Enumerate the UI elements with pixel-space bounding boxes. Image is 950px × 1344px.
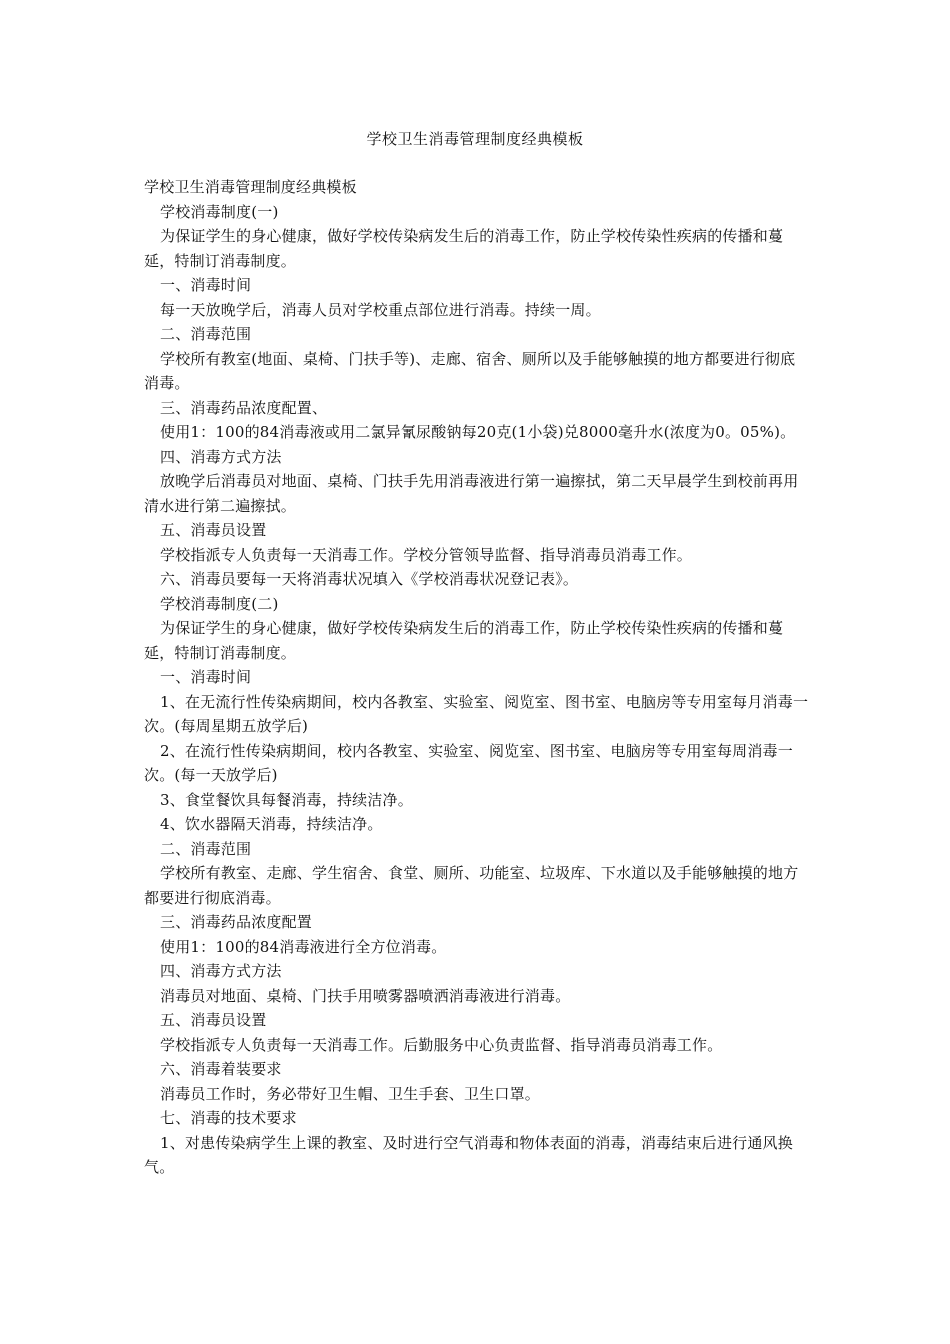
list-item: 3、食堂餐饮具每餐消毒，持续洁净。 — [160, 790, 413, 809]
paragraph: 学校所有教室、走廊、学生宿舍、食堂、厕所、功能室、垃圾库、下水道以及手能够触摸的地方都要进行彻底消毒。 — [144, 864, 799, 907]
paragraph: 学校指派专人负责每一天消毒工作。后勤服务中心负责监督、指导消毒员消毒工作。 — [160, 1035, 723, 1054]
document-body — [144, 175, 809, 1180]
section-heading: 学校消毒制度(一) — [160, 202, 279, 221]
page-title: 学校卫生消毒管理制度经典模板 — [366, 130, 584, 148]
subsection-heading: 三、消毒药品浓度配置 — [160, 913, 313, 931]
paragraph: 为保证学生的身心健康，做好学校传染病发生后的消毒工作，防止学校传染性疾病的传播和蔓延，特制订消毒制度。 — [144, 619, 784, 662]
subsection-heading: 二、消毒范围 — [160, 839, 252, 858]
list-item: 4、饮水器隔天消毒，持续洁净。 — [160, 815, 383, 833]
paragraph: 消毒员对地面、桌椅、门扶手用喷雾器喷洒消毒液进行消毒。 — [160, 986, 571, 1005]
subsection-heading: 五、消毒员设置 — [160, 521, 267, 539]
paragraph: 学校所有教室(地面、桌椅、门扶手等)、走廊、宿舍、厕所以及手能够触摸的地方都要进行彻底消毒。 — [144, 349, 796, 392]
paragraph: 为保证学生的身心健康，做好学校传染病发生后的消毒工作，防止学校传染性疾病的传播和蔓延，特制订消毒制度。 — [144, 227, 784, 270]
section-heading: 学校消毒制度(二) — [160, 594, 279, 613]
subsection-heading: 二、消毒范围 — [160, 325, 252, 343]
list-item: 1、在无流行性传染病期间，校内各教室、实验室、阅览室、图书室、电脑房等专用室每月消毒一次。(每周星期五放学后) — [144, 692, 809, 735]
subsection-heading: 四、消毒方式方法 — [160, 962, 282, 980]
body-heading: 学校卫生消毒管理制度经典模板 — [144, 178, 357, 196]
subsection-heading: 四、消毒方式方法 — [160, 447, 282, 466]
paragraph: 六、消毒员要每一天将消毒状况填入《学校消毒状况登记表》。 — [160, 570, 579, 588]
paragraph: 使用1：100的84消毒液或用二氯异氰尿酸钠每20克(1小袋)兑8000毫升水(浓度为0。05%)。 — [160, 423, 796, 441]
list-item: 1、对患传染病学生上课的教室、及时进行空气消毒和物体表面的消毒，消毒结束后进行通风换气。 — [144, 1133, 793, 1176]
subsection-heading: 七、消毒的技术要求 — [160, 1109, 297, 1127]
paragraph: 使用1：100的84消毒液进行全方位消毒。 — [160, 937, 447, 956]
subsection-heading: 六、消毒着装要求 — [160, 1060, 282, 1078]
paragraph: 学校指派专人负责每一天消毒工作。学校分管领导监督、指导消毒员消毒工作。 — [160, 545, 693, 564]
paragraph: 消毒员工作时，务必带好卫生帽、卫生手套、卫生口罩。 — [160, 1084, 541, 1103]
subsection-heading: 一、消毒时间 — [160, 668, 252, 686]
subsection-heading: 一、消毒时间 — [160, 276, 252, 294]
subsection-heading: 三、消毒药品浓度配置、 — [160, 398, 328, 417]
paragraph: 每一天放晚学后，消毒人员对学校重点部位进行消毒。持续一周。 — [160, 300, 601, 319]
subsection-heading: 五、消毒员设置 — [160, 1011, 267, 1029]
list-item: 2、在流行性传染病期间，校内各教室、实验室、阅览室、图书室、电脑房等专用室每周消毒一次。(每一天放学后) — [144, 741, 793, 784]
paragraph: 放晚学后消毒员对地面、桌椅、门扶手先用消毒液进行第一遍擦拭，第二天早晨学生到校前再用清水进行第二遍擦拭。 — [144, 472, 799, 515]
